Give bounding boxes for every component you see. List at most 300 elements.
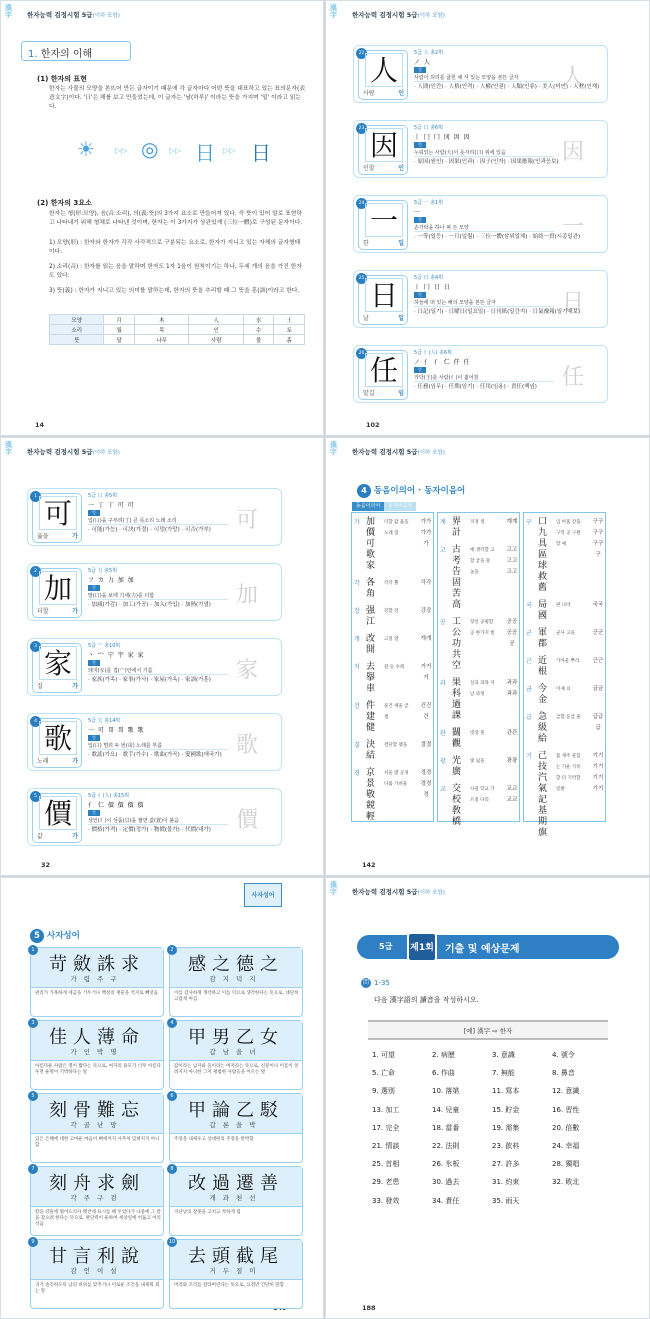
page-14 — [0, 0, 324, 436]
table-cell: 흙 — [274, 335, 305, 345]
idiom-number: 1 — [28, 945, 38, 955]
exam-item: 12. 意識 — [552, 1087, 580, 1096]
table-cell: 사람 — [189, 335, 243, 345]
idiom-number: 8 — [167, 1164, 177, 1174]
hanja-box — [358, 275, 408, 325]
exam-item: 35. 雨天 — [492, 1196, 520, 1205]
exam-item: 29. 老患 — [372, 1178, 400, 1187]
idiom-card — [169, 1239, 303, 1309]
table-cell: 木 — [134, 315, 188, 325]
stroke-order: 丶 宀 宁 宇 家 家 — [88, 652, 145, 659]
idiom-reading: 거두절미 — [209, 1267, 263, 1275]
hanja-reading: 가 — [72, 758, 78, 765]
group-hanja: 關觀 — [452, 728, 462, 749]
example-words: · 人間(인간) · 人格(인격) · 人權(인권) · 人類(인류) · 美人(미인) · 人材(인재) — [414, 84, 600, 90]
synonym-tabs — [352, 502, 502, 512]
exam-item: 32. 敗北 — [552, 1178, 580, 1187]
idiom-description: 관리가 가혹하게 세금을 거두거나 백성의 재물을 억지로 빼앗음 — [35, 991, 159, 996]
group-sounds: 구구구구구구구 — [592, 519, 604, 558]
tracing-character: 歌 — [236, 733, 259, 758]
exam-item: 6. 作曲 — [432, 1069, 455, 1078]
idiom-number: 5 — [28, 1091, 38, 1101]
group-meanings: 입 아홉 갖출 구역 공 구원할 예 — [556, 520, 581, 547]
tracing-character: 可 — [236, 508, 259, 533]
table-cell: 나무 — [134, 335, 188, 345]
group-label: 광 — [440, 758, 446, 765]
idiom-description: 갑이라는 남자와 을이라는 여자라는 뜻으로, 신분이나 이름이 알려지지 아니한 그저 평범한 사람들을 이르는 말 — [174, 1064, 299, 1075]
group-sounds: 가가가가가 — [420, 519, 432, 547]
hanja-meaning: 집 — [37, 683, 43, 690]
group-sounds: 군군 — [592, 630, 604, 636]
hanja-meta: 5급 口 총5획 — [88, 493, 118, 499]
exam-item: 9. 選別 — [372, 1087, 395, 1096]
card-number: 24 — [356, 198, 367, 209]
exam-item: 11. 寫本 — [492, 1087, 520, 1096]
idiom-card — [169, 1020, 303, 1090]
group-sounds: 근근 — [592, 658, 604, 664]
page-102 — [325, 0, 650, 436]
page-header — [27, 447, 120, 459]
hanja-character: 人 — [365, 53, 403, 87]
idiom-hanja: 改過遷善 — [188, 1173, 284, 1194]
group-sounds: 각각 — [420, 580, 432, 586]
group-label: 공 — [440, 619, 446, 626]
card-number: 25 — [356, 273, 367, 284]
group-label: 강 — [354, 608, 360, 615]
group-sounds: 경경경경경 — [420, 770, 432, 798]
hanja-card — [353, 120, 608, 178]
idiom-hanja: 佳人薄命 — [49, 1027, 145, 1048]
idiom-description: 아름다운 사람은 명이 짧다는 뜻으로, 여자의 용모가 너무 아름다우면 운명이 기박하다는 말 — [35, 1064, 161, 1075]
hanja-box — [32, 793, 82, 843]
group-label: 관 — [440, 730, 446, 737]
hanja-reading: 일 — [398, 315, 404, 322]
group-sounds: 공공공공공 — [506, 619, 518, 647]
group-hanja: 急級給 — [538, 712, 548, 744]
card-number: 2 — [30, 566, 41, 577]
paragraph-meaning: 3) 뜻(義) : 한자가 지니고 있는 의미를 말하는데, 한자의 뜻을 추리할 때 그 뜻을 훈(訓)이라고 한다. — [49, 288, 300, 294]
hanja-reading: 인 — [398, 165, 404, 172]
hanja-reading: 가 — [72, 533, 78, 540]
idiom-reading: 가렴주구 — [70, 975, 124, 983]
group-sounds: 국국 — [592, 602, 604, 608]
group-hanja: 强江 — [366, 606, 376, 627]
hanja-definition: 사람이 허리를 굽힌 채 서 있는 모양을 본뜬 글자 — [414, 74, 554, 82]
table-cell: 소리 — [50, 325, 104, 335]
group-hanja: 交校敎橋 — [452, 784, 462, 827]
idiom-hanja: 感之德之 — [188, 954, 284, 975]
stroke-order: ノ 人 — [414, 59, 431, 66]
exam-item: 7. 無能 — [492, 1069, 515, 1078]
hanja-card — [27, 713, 282, 771]
header-text: 한자능력 검정시험 5급 — [352, 888, 418, 896]
group-meanings: 강할 강 — [384, 609, 399, 614]
hanja-reading: 임 — [398, 390, 404, 397]
corner-decoration: 漢 字 — [330, 441, 337, 456]
card-number: 1 — [30, 491, 41, 502]
group-label: 교 — [440, 786, 446, 793]
synonym-group — [526, 600, 605, 622]
idiom-reading: 개과천선 — [209, 1194, 263, 1202]
table-cell: 월 — [104, 325, 135, 335]
group-label: 거 — [354, 664, 360, 671]
group-meanings: 장인 공평할 공 한가지 빌 — [470, 620, 495, 636]
tracing-character: 因 — [562, 140, 585, 165]
idiom-reading: 갑론을박 — [209, 1121, 263, 1129]
hanja-meaning: 사람 — [363, 90, 375, 97]
table-cell: 土 — [274, 315, 305, 325]
group-hanja: 今金 — [538, 684, 548, 705]
exam-item: 16. 習性 — [552, 1105, 580, 1114]
header-suffix: (이하 포함) — [417, 890, 445, 896]
synonym-group — [440, 545, 519, 611]
section-number: 5 — [30, 929, 44, 943]
example-words: · 日記(일기) · 日曜日(일요일) · 日刊紙(일간지) · 日氣豫報(일기예보) — [414, 309, 581, 315]
group-sounds: 건건건 — [420, 703, 432, 720]
group-label: 건 — [354, 703, 360, 710]
hanja-box — [358, 350, 408, 400]
group-meanings: 서울 볕 공경 다툴 가벼울 — [384, 771, 409, 787]
group-hanja: 古考告固苦高 — [452, 545, 462, 610]
group-sounds: 과과과과 — [506, 680, 518, 697]
group-hanja: 各角 — [366, 578, 376, 599]
idiom-hanja: 甲男乙女 — [188, 1027, 284, 1048]
idiom-reading: 각골난망 — [70, 1121, 124, 1129]
section-title-text: 한자의 이해 — [40, 49, 93, 60]
definition-label: 뜻 — [414, 292, 426, 298]
group-hanja: 去擧車 — [366, 662, 376, 694]
hanja-card — [27, 488, 282, 546]
subheading-expression: (1) 한자의 표현 — [37, 75, 87, 83]
synonym-group — [440, 617, 519, 672]
hanja-meta: 5급 欠 총14획 — [88, 718, 121, 724]
idiom-hanja: 甲論乙駁 — [188, 1100, 284, 1121]
group-sounds: 광광 — [506, 758, 518, 764]
corner-decoration: 漢 字 — [330, 881, 337, 896]
stroke-order: ノ 亻 亻 仁 仟 任 — [414, 359, 471, 366]
table-cell: 水 — [243, 315, 274, 325]
exam-item: 31. 約束 — [492, 1178, 520, 1187]
section-title — [21, 41, 131, 61]
example-words: · 價格(가격) · 定價(정가) · 物價(물가) · 代價(대가) — [88, 827, 211, 833]
hanja-meaning: 맡길 — [363, 390, 375, 397]
table-cell: 인 — [189, 325, 243, 335]
group-meanings: 물건 세울 굳셀 — [384, 704, 409, 720]
synonym-group — [354, 578, 433, 600]
idiom-card — [169, 947, 303, 1017]
group-sounds: 금금 — [592, 686, 604, 692]
card-number: 4 — [30, 716, 41, 727]
hanja-definition: 누워있는 사람(大)이 돗자리(口) 위에 있음 — [414, 149, 554, 157]
definition-label: 뜻 — [414, 367, 426, 373]
group-meanings: 결단할 맺을 — [384, 743, 408, 748]
exam-item: 34. 責任 — [432, 1196, 460, 1205]
group-label: 각 — [354, 580, 360, 587]
group-hanja: 光廣 — [452, 756, 462, 777]
hanja-reading: 가 — [72, 833, 78, 840]
example-words: · 一等(일등) · 一月(일월) · 三位一體(삼위일체) · 始終一貫(시종일관) — [414, 234, 581, 240]
table-row — [50, 335, 305, 345]
idiom-card — [30, 947, 164, 1017]
hanja-box — [32, 643, 82, 693]
group-hanja: 軍郡 — [538, 628, 548, 649]
hanja-card — [27, 638, 282, 696]
header-text: 한자능력 검정시험 5급 — [27, 11, 93, 19]
header-text: 한자능력 검정시험 5급 — [352, 11, 418, 19]
exam-item: 22. 法則 — [432, 1142, 460, 1150]
hanja-card — [27, 563, 282, 621]
page-header — [352, 10, 445, 22]
group-hanja: 界計 — [452, 517, 462, 538]
hanja-meta: 5급 亻(人) 총15획 — [88, 793, 130, 799]
group-sounds: 관관 — [506, 730, 518, 736]
exam-item: 4. 號令 — [552, 1051, 575, 1059]
exam-item: 14. 兒童 — [432, 1105, 460, 1114]
hanja-meta: 5급 人 총2획 — [414, 50, 444, 56]
header-suffix: (이하 포함) — [417, 450, 445, 456]
header-suffix: (이하 포함) — [92, 13, 120, 19]
section-number: 4 — [357, 484, 371, 498]
group-meanings: 군사 고을 — [556, 631, 575, 636]
exam-item: 15. 貯金 — [492, 1105, 520, 1114]
synonym-group — [440, 517, 519, 539]
idiom-card — [169, 1166, 303, 1236]
tab-homonym: 동음이의어 — [352, 502, 384, 511]
hanja-box — [358, 200, 408, 250]
stroke-order: 丨 冂 冂 冈 因 因 — [414, 134, 471, 141]
synonym-group — [440, 678, 519, 722]
table-cell: 달 — [104, 335, 135, 345]
stroke-order: 一 — [414, 209, 422, 216]
exam-item: 2. 病歷 — [432, 1051, 455, 1059]
exam-item: 26. 氷板 — [432, 1160, 460, 1169]
paragraph-shape: 1) 모양(形) : 한자와 한자가 각각 사각적으로 구분되는 요소로, 한자가 지니고 있는 자체의 글자형태이다. — [49, 240, 301, 255]
exam-item: 23. 飮料 — [492, 1142, 520, 1150]
exam-item: 21. 情談 — [372, 1142, 400, 1150]
group-label: 개 — [354, 636, 360, 643]
hanja-meta: 5급 口 총6획 — [414, 125, 444, 131]
idiom-reading: 갑남을녀 — [209, 1048, 263, 1056]
page-number: 142 — [362, 861, 376, 869]
page-number: 102 — [366, 421, 380, 429]
section-title-text: 동음이의어 · 동자이음어 — [374, 486, 466, 496]
group-hanja: 己技汽氣記基期旗 — [538, 751, 548, 838]
question-instruction: 다음 漢字語의 讀音을 작성하시오. — [374, 996, 479, 1004]
group-label: 근 — [526, 658, 532, 665]
example-words: · 任務(임무) · 任期(임기) · 任用(임용) · 責任(책임) — [414, 384, 537, 390]
corner-decoration: 漢 字 — [5, 4, 12, 19]
stroke-order: 丨 冂 日 日 — [414, 284, 451, 291]
exam-title: 기출 및 예상문제 — [445, 944, 520, 955]
exam-item: 18. 當番 — [432, 1123, 460, 1132]
idiom-hanja: 刻舟求劍 — [49, 1173, 145, 1194]
synonym-section-title — [357, 484, 497, 500]
exam-item: 5. 亡命 — [372, 1069, 395, 1078]
exam-level: 5급 — [379, 942, 393, 951]
idiom-hanja: 刻骨難忘 — [49, 1100, 145, 1121]
exam-item: 24. 幸福 — [552, 1142, 580, 1150]
header-text: 한자능력 검정시험 5급 — [352, 448, 418, 456]
synonym-column-3 — [523, 512, 606, 838]
group-hanja: 件建健 — [366, 701, 376, 733]
hanja-definition: 하늘에 떠 있는 해의 모양을 본뜬 글자 — [414, 299, 554, 307]
group-meanings: 고칠 열 — [384, 637, 399, 642]
definition-label: 뜻 — [414, 142, 426, 148]
definition-label: 뜻 — [414, 67, 426, 73]
hanja-card — [353, 45, 608, 103]
group-label: 군 — [526, 630, 532, 637]
idiom-description: 머리와 꼬리를 잘라버린다는 뜻으로, 요점만 간단히 말함 — [174, 1283, 284, 1288]
synonym-group — [526, 684, 605, 706]
hanja-meaning: 더할 — [37, 608, 49, 615]
header-suffix: (이하 포함) — [92, 450, 120, 456]
hanja-card — [353, 270, 608, 328]
group-meanings: 갈 들 수레 — [384, 665, 405, 670]
table-cell: 人 — [189, 315, 243, 325]
exam-item: 8. 鼻音 — [552, 1069, 575, 1078]
idiom-card — [30, 1166, 164, 1236]
exam-round: 제1회 — [407, 932, 437, 962]
group-meanings: 빗장 볼 — [470, 731, 485, 736]
stroke-order: フ カ 力 加 加 — [88, 577, 135, 584]
idiom-section-title — [30, 929, 80, 943]
hanja-character: 因 — [365, 128, 403, 162]
table-cell: 모양 — [50, 315, 104, 325]
hanja-meta: 5급 宀 총10획 — [88, 643, 121, 649]
arrow-icon: ▷▷ — [115, 146, 128, 155]
exam-item: 1. 可望 — [372, 1051, 395, 1059]
exam-item: 33. 發效 — [372, 1196, 400, 1205]
hanja-meaning: 노래 — [37, 758, 49, 765]
hanja-definition: 상인(亻)이 상품(貝)을 팔면 값(賈)이 붙음 — [88, 817, 228, 825]
hanja-box — [32, 568, 82, 618]
tracing-character: 一 — [562, 215, 585, 240]
definition-label: 뜻 — [88, 510, 100, 516]
hanja-character: 可 — [39, 496, 77, 530]
exam-item: 20. 倍數 — [552, 1123, 580, 1132]
group-label: 구 — [526, 519, 532, 526]
hanja-character: 日 — [365, 278, 403, 312]
hanja-definition: 입(口)을 구부려(丁) 큰 목소리 노래 소리 — [88, 517, 228, 525]
hanja-meta: 5급 一 총1획 — [414, 200, 444, 206]
group-sounds: 결결 — [420, 742, 432, 748]
hanja-meaning: 날 — [363, 315, 369, 322]
group-hanja: 決結 — [366, 740, 376, 761]
paragraph-expression: 한자는 사물의 모양을 본뜨어 만든 글자이기 때문에 각 글자마다 어떤 뜻을 대표하고 있는 표의문자(表意文字)이다. '日'은 해를 보고 만들었는데, 이 글자는 '날(하루)' 이라는 뜻을 가지며 '일' 이라고 읽는다. — [49, 86, 306, 110]
page-header — [352, 887, 445, 899]
hanja-definition: 입(口) 벌려 두 번(哥) 노래를 부름 — [88, 742, 228, 750]
group-sounds: 거거거 — [420, 664, 432, 681]
hanja-box — [358, 125, 408, 175]
idiom-description: 입은 은혜에 대한 고마운 마음이 뼈에까지 사무쳐 잊혀지지 아니함 — [35, 1137, 160, 1148]
arrow-icon: ▷▷ — [223, 146, 236, 155]
hanja-character: 價 — [39, 796, 77, 830]
synonym-group — [526, 517, 605, 594]
example-words: · 加減(가감) · 加工(가공) · 加入(가입) · 加熱(가열) — [88, 602, 211, 608]
exam-item: 10. 落第 — [432, 1087, 460, 1096]
header-text: 한자능력 검정시험 5급 — [27, 448, 93, 456]
group-hanja: 京景敬競輕 — [366, 768, 376, 822]
exam-item: 3. 意識 — [492, 1051, 515, 1059]
hanja-meaning: 값 — [37, 833, 43, 840]
exam-item: 13. 加工 — [372, 1105, 400, 1114]
exam-item: 27. 許多 — [492, 1160, 520, 1169]
question-icon: 問 — [362, 979, 369, 986]
hanja-box — [32, 718, 82, 768]
hanja-character: 歌 — [39, 721, 77, 755]
tracing-character: 家 — [236, 658, 259, 683]
hanja-definition: 가닥(王)를 사람(亻)이 짊어짐 — [414, 374, 554, 382]
tracing-character: 加 — [236, 583, 259, 608]
group-meanings: 빛 넓을 — [470, 759, 485, 764]
corner-decoration: 漢 字 — [330, 4, 337, 19]
definition-label: 뜻 — [414, 217, 426, 223]
idiom-card — [30, 1093, 164, 1163]
stroke-order: 一 丁 丅 可 可 — [88, 502, 135, 509]
idiom-description: 칼을 강물에 떨어뜨리자 뱃전에 표시를 해 두었다가 나중에 그 칼을 찾으려 한다는 뜻으로, 판단력이 둔하여 세상일에 어둡고 어리석음 — [35, 1210, 161, 1227]
table-row — [50, 325, 305, 335]
tracing-character: 人 — [562, 65, 585, 90]
hanja-reading: 가 — [72, 608, 78, 615]
page-number: 188 — [362, 1304, 376, 1312]
corner-decoration: 漢 字 — [5, 441, 12, 456]
idiom-number: 10 — [168, 1239, 176, 1245]
synonym-group — [354, 517, 433, 572]
section-title-text: 사자성어 — [47, 931, 80, 941]
group-hanja: 加價可歌家 — [366, 517, 376, 571]
table-header-row — [50, 315, 305, 325]
exam-item: 17. 完全 — [372, 1123, 400, 1132]
hanja-card — [27, 788, 282, 846]
hanja-meta: 5급 亻(人) 총6획 — [414, 350, 452, 356]
idiom-description: 이를 감사하게 생각하고 이를 덕으로 생각한다는 뜻으로, 대단히 고맙게 여김 — [174, 991, 299, 1002]
group-meanings: 판 나라 — [556, 603, 571, 608]
hanja-meaning: 한 — [363, 240, 369, 247]
idiom-description: 지난날의 잘못을 고치고 착하게 됨 — [174, 1210, 241, 1215]
evolution-stage-2: 日 — [195, 141, 215, 165]
page-32 — [0, 437, 324, 876]
group-sounds: 기기기기기기기기 — [592, 753, 604, 792]
example-box: [예] 漢字 ⇨ 한자 — [368, 1020, 608, 1040]
group-sounds: 급급급 — [592, 714, 604, 731]
idiom-number: 4 — [167, 1018, 177, 1028]
group-hanja: 口九具區球救舊 — [538, 517, 548, 593]
hanja-reading: 인 — [398, 90, 404, 97]
synonym-group — [354, 701, 433, 734]
header-suffix: (이하 포함) — [417, 13, 445, 19]
idiom-card — [30, 1239, 164, 1309]
hanja-character: 任 — [365, 353, 403, 387]
group-meanings: 실과 과목 지날 과정 — [470, 681, 495, 697]
synonym-group — [440, 784, 519, 828]
page-number: 32 — [41, 861, 51, 869]
group-hanja: 工公功共空 — [452, 617, 462, 671]
idiom-description: 주장을 내세우고 상대편의 주장을 반박함 — [174, 1137, 254, 1142]
table-cell: 뜻 — [50, 335, 104, 345]
idiom-card — [169, 1093, 303, 1163]
group-label: 금 — [526, 686, 532, 693]
table-cell: 수 — [243, 325, 274, 335]
tracing-character: 價 — [236, 808, 259, 833]
hanja-definition: 손가락을 하나 펴 든 모양 — [414, 224, 554, 232]
stroke-order: 亻 仁 價 價 價 價 — [88, 802, 145, 809]
group-label: 과 — [440, 680, 446, 687]
group-meanings: 몸 재주 물끓는 기운 기록할 터 기약할 깃발 — [556, 754, 581, 792]
group-label: 계 — [440, 519, 446, 526]
idiom-card — [30, 1020, 164, 1090]
synonym-group — [354, 740, 433, 762]
group-label: 경 — [354, 770, 360, 777]
